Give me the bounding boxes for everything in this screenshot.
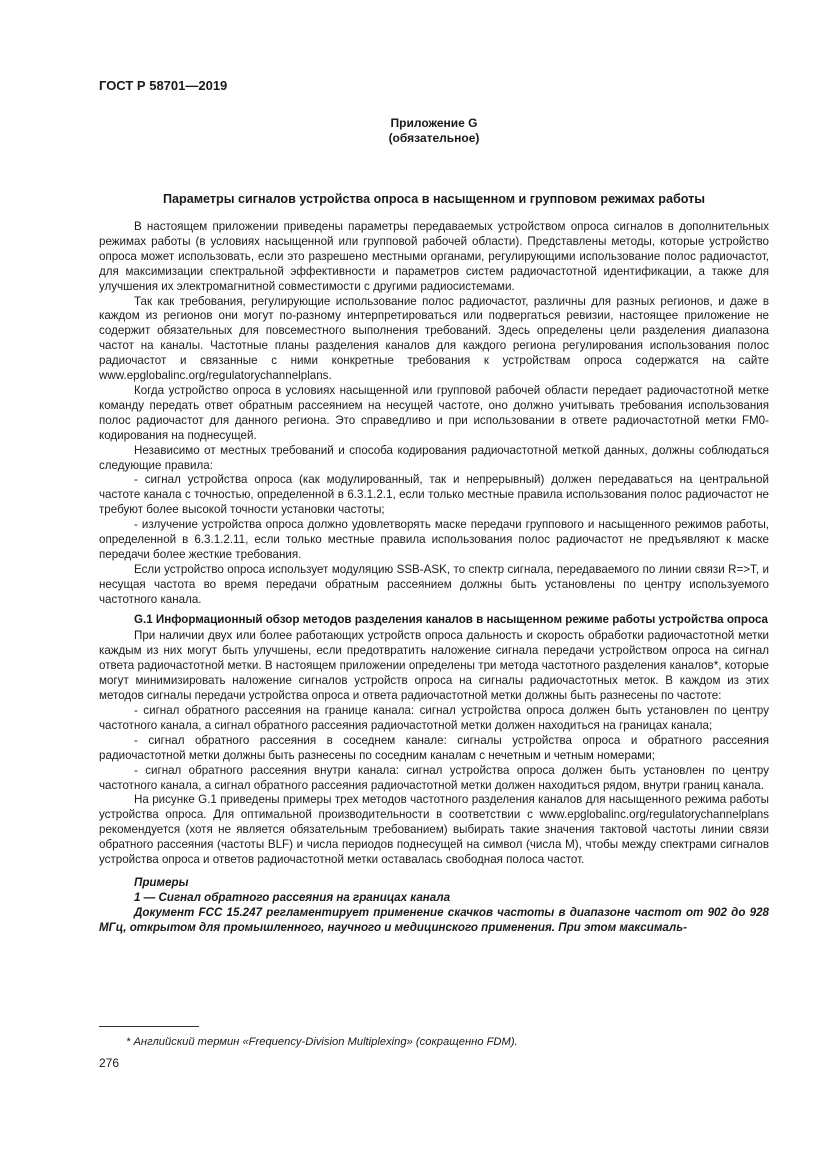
paragraph: Независимо от местных требований и способа кодирования радиочастотной меткой данных, должны соблюдаться следующие правила:	[99, 443, 769, 472]
list-item: - сигнал обратного рассеяния внутри канала: сигнал устройства опроса должен быть установлен по центру частотного канала, а сигнал обратного рассеяния радиочастотной метки должен находиться рядом, внутри границ канала.	[99, 763, 769, 792]
section-title: Параметры сигналов устройства опроса в насыщенном и групповом режимах работы	[162, 192, 706, 206]
page-number: 276	[99, 1056, 120, 1070]
annex-status: (обязательное)	[388, 131, 480, 145]
paragraph: Если устройство опроса использует модуляцию SSB-ASK, то спектр сигнала, передаваемого по линии связи R=>T, и несущая частота во время передачи обратным рассеянием должны быть установлены по центру используемого частотного канала.	[99, 562, 769, 606]
paragraph: Когда устройство опроса в условиях насыщенной или групповой рабочей области передает радиочастотной метке команду передать ответ обратным рассеянием на несущей частоте, оно должно учитывать требования использования полос радиочастот для данного региона. Это справедливо и при использовании в ответе радиочастотной метки FM0-кодирования на поднесущей.	[99, 383, 769, 442]
list-item: - сигнал обратного рассеяния в соседнем канале: сигналы устройства опроса и обратного рассеяния радиочастотной метки должны быть разнесены по соседним каналам с нечетным и четным номерами;	[99, 733, 769, 762]
paragraph: В настоящем приложении приведены параметры передаваемых устройством опроса сигналов в дополнительных режимах работы (в условиях насыщенной или групповой рабочей области). Представлены методы, которые устройство опроса может использовать, если это разрешено местными органами, регулирующими использование полос радиочастот, для максимизации спектральной эффективности и параметров систем радиочастотной идентификации, а также для улучшения их электромагнитной совместимости с другими радиосистемами.	[99, 220, 769, 293]
paragraph: При наличии двух или более работающих устройств опроса дальность и скорость обработки радиочастотной метки каждым из них могут быть улучшены, если предотвратить наложение сигнала передачи устройством опроса на сигнал ответа радиочастотной метки. В настоящем приложении определены три метода частотного разделения каналов*, которые могут минимизировать наложение сигналов устройств опроса на сигналы радиочастотных меток. В каждом из этих методов сигналы передачи устройства опроса и ответа радиочастотной метки должны быть разнесены по частоте:	[99, 629, 769, 703]
body-text	[99, 220, 769, 936]
paragraph: Так как требования, регулирующие использование полос радиочастот, различны для разных регионов, и даже в каждом из регионов они могут по-разному интерпретироваться или подвергаться ревизии, настоящее приложение не содержит обязательных для повсеместного выполнения требований. Здесь определены цели разделения диапазона частот на каналы. Частотные планы разделения каналов для каждого региона регулирования использования полос радиочастот и связанные с ними конкретные требования к устройствам опроса содержатся на сайте www.epglobalinc.org/regulatorychannelplans.	[99, 294, 769, 383]
subsection-title: G.1 Информационный обзор методов разделения каналов в насыщенном режиме работы устройства опроса	[134, 612, 768, 626]
footnote-divider	[99, 1026, 199, 1027]
list-item: - излучение устройства опроса должно удовлетворять маске передачи группового и насыщенного режимов работы, определенной в 6.3.1.2.11, если только местные правила использования полос радиочастот не предъявляют к маске передачи более жесткие требования.	[99, 518, 769, 561]
paragraph: На рисунке G.1 приведены примеры трех методов частотного разделения каналов для насыщенного режима работы устройства опроса. Для оптимальной производительности в соответствии с www.epglobalinc.org/regulatorychannelplans рекомендуется (хотя не является обязательным требованием) выбирать такие значения тактовой частоты линии связи обратного рассеяния (частоты BLF) и числа периодов поднесущей на символ (числа M), чтобы между спектрами сигналов устройства опроса и ответов радиочастотной метки оставалась свободная полоса частот.	[99, 793, 769, 867]
annex-title: Приложение G	[390, 116, 478, 130]
footnote: * Английский термин «Frequency-Division Multiplexing» (сокращенно FDM).	[126, 1036, 518, 1048]
examples-heading: Примеры	[134, 875, 189, 889]
list-item: - сигнал устройства опроса (как модулированный, так и непрерывный) должен передаваться на центральной частоте канала с точностью, определенной в 6.3.1.2.1, если только местные правила использования полос радиочастот не требуют более высокой точности установки частоты;	[99, 473, 769, 517]
example-text: Документ FCC 15.247 регламентирует применение скачков частоты в диапазоне частот от 902 до 928 МГц, открытом для промышленного, научного и медицинского применения. При этом максималь-	[99, 905, 769, 934]
list-item: - сигнал обратного рассеяния на границе канала: сигнал устройства опроса должен быть установлен по центру частотного канала, а сигнал обратного рассеяния радиочастотной метки должен находиться на границах канала;	[99, 704, 769, 732]
standard-header: ГОСТ Р 58701—2019	[99, 78, 228, 93]
annex-heading	[0, 116, 826, 146]
example-title: 1 — Сигнал обратного рассеяния на границах канала	[134, 890, 451, 904]
